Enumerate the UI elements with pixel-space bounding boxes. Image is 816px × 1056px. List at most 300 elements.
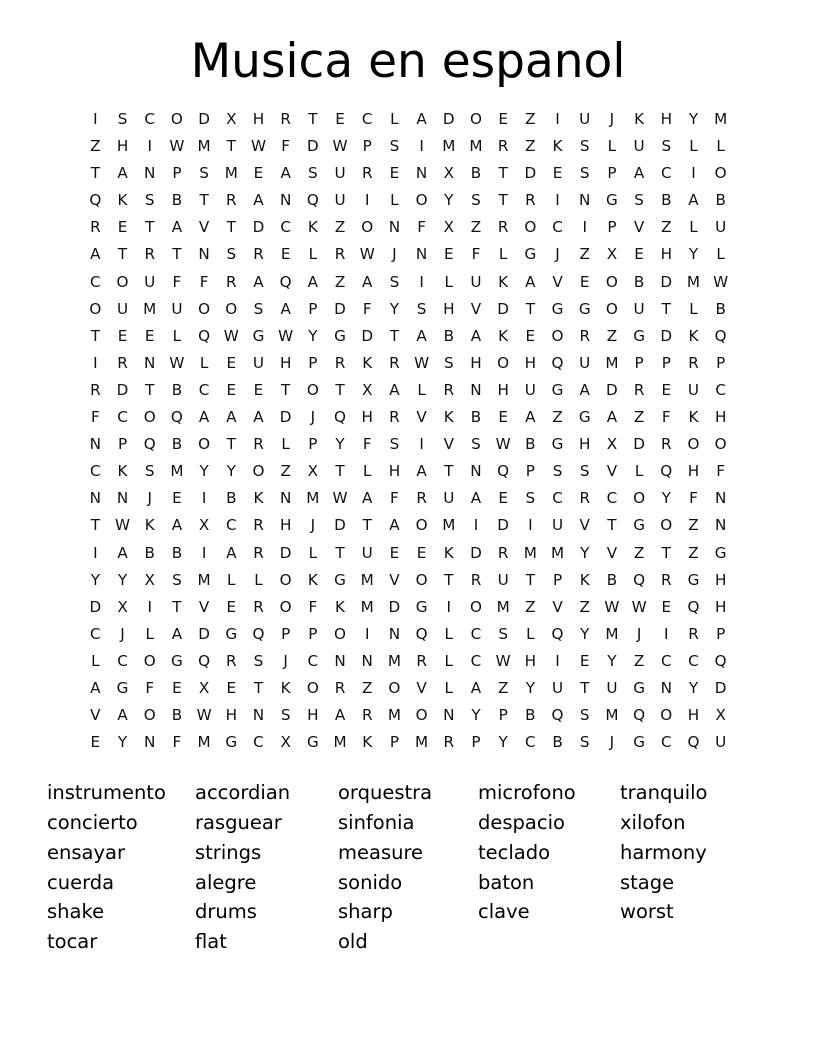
letter-cell[interactable]: O — [714, 435, 727, 454]
word-list-item[interactable]: concierto — [47, 811, 138, 835]
letter-cell[interactable]: S — [579, 733, 590, 752]
word-list-item[interactable]: tranquilo — [620, 781, 708, 805]
letter-cell[interactable]: P — [525, 462, 535, 481]
letter-cell[interactable]: S — [634, 191, 644, 210]
letter-cell[interactable]: E — [226, 380, 237, 399]
letter-cell[interactable]: R — [470, 570, 482, 589]
letter-cell[interactable]: A — [171, 516, 183, 535]
letter-cell[interactable]: B — [525, 435, 536, 454]
letter-cell[interactable]: V — [198, 597, 210, 616]
letter-cell[interactable]: D — [524, 164, 537, 183]
letter-cell[interactable]: I — [555, 651, 560, 670]
letter-cell[interactable]: N — [144, 164, 156, 183]
letter-cell[interactable]: M — [605, 706, 619, 725]
letter-cell[interactable]: T — [525, 570, 535, 589]
letter-cell[interactable]: O — [388, 678, 401, 697]
letter-cell[interactable]: U — [524, 380, 536, 399]
letter-cell[interactable]: X — [198, 678, 210, 697]
letter-cell[interactable]: G — [551, 299, 564, 318]
letter-cell[interactable]: N — [470, 462, 482, 481]
letter-cell[interactable]: W — [414, 353, 430, 372]
letter-cell[interactable]: T — [444, 570, 454, 589]
letter-cell[interactable]: J — [283, 651, 288, 670]
letter-cell[interactable]: X — [443, 218, 454, 237]
letter-cell[interactable]: Y — [389, 299, 400, 318]
letter-cell[interactable]: T — [226, 137, 236, 156]
letter-cell[interactable]: A — [253, 272, 264, 291]
letter-cell[interactable]: C — [715, 380, 726, 399]
letter-cell[interactable]: T — [145, 380, 155, 399]
letter-cell[interactable]: B — [525, 706, 536, 725]
letter-cell[interactable]: Z — [90, 137, 101, 156]
letter-cell[interactable]: K — [634, 110, 645, 128]
letter-cell[interactable]: V — [470, 299, 482, 318]
letter-cell[interactable]: O — [361, 218, 374, 237]
letter-cell[interactable]: N — [252, 706, 265, 725]
letter-cell[interactable]: K — [253, 489, 264, 508]
letter-cell[interactable]: A — [253, 408, 264, 427]
letter-cell[interactable]: W — [495, 651, 511, 670]
word-list-item[interactable]: teclado — [478, 840, 551, 864]
letter-cell[interactable]: G — [578, 408, 591, 427]
letter-cell[interactable]: R — [226, 651, 237, 670]
letter-cell[interactable]: Q — [415, 624, 428, 643]
letter-cell[interactable]: L — [716, 137, 725, 156]
letter-cell[interactable]: N — [714, 516, 727, 535]
letter-cell[interactable]: P — [607, 218, 617, 237]
letter-cell[interactable]: P — [308, 435, 318, 454]
letter-cell[interactable]: S — [308, 164, 318, 183]
letter-cell[interactable]: A — [280, 299, 291, 318]
letter-cell[interactable]: W — [223, 326, 239, 345]
letter-cell[interactable]: E — [389, 543, 400, 562]
letter-cell[interactable]: S — [443, 353, 454, 372]
letter-cell[interactable]: C — [117, 408, 128, 427]
letter-cell[interactable]: U — [497, 570, 509, 589]
letter-cell[interactable]: Y — [661, 489, 671, 508]
letter-cell[interactable]: K — [498, 326, 509, 345]
letter-cell[interactable]: O — [605, 272, 618, 291]
word-list-item[interactable]: measure — [338, 840, 424, 864]
letter-cell[interactable]: S — [117, 110, 128, 128]
letter-cell[interactable]: A — [525, 408, 536, 427]
letter-cell[interactable]: C — [470, 624, 482, 643]
letter-cell[interactable]: X — [443, 164, 454, 183]
letter-cell[interactable]: D — [497, 516, 509, 535]
letter-cell[interactable]: Z — [661, 218, 672, 237]
letter-cell[interactable]: O — [143, 651, 156, 670]
letter-cell[interactable]: H — [524, 353, 537, 372]
letter-cell[interactable]: G — [551, 435, 564, 454]
letter-cell[interactable]: A — [389, 380, 400, 399]
letter-cell[interactable]: M — [197, 570, 211, 589]
letter-cell[interactable]: O — [415, 516, 428, 535]
letter-cell[interactable]: A — [416, 462, 427, 481]
letter-cell[interactable]: O — [469, 110, 482, 128]
letter-cell[interactable]: R — [579, 326, 590, 345]
letter-cell[interactable]: A — [117, 543, 128, 562]
letter-cell[interactable]: D — [334, 299, 346, 318]
letter-cell[interactable]: U — [252, 353, 265, 372]
letter-cell[interactable]: Z — [688, 543, 699, 562]
letter-cell[interactable]: O — [633, 489, 646, 508]
letter-cell[interactable]: O — [660, 706, 673, 725]
letter-cell[interactable]: E — [579, 272, 590, 291]
letter-cell[interactable]: D — [198, 624, 210, 643]
letter-cell[interactable]: K — [307, 218, 318, 237]
letter-cell[interactable]: B — [715, 191, 726, 210]
letter-cell[interactable]: B — [470, 164, 482, 183]
letter-cell[interactable]: H — [579, 435, 591, 454]
letter-cell[interactable]: X — [144, 570, 155, 589]
letter-cell[interactable]: E — [498, 110, 508, 128]
letter-cell[interactable]: W — [495, 435, 511, 454]
letter-cell[interactable]: O — [252, 462, 265, 481]
letter-cell[interactable]: G — [116, 678, 129, 697]
letter-cell[interactable]: H — [279, 353, 292, 372]
letter-cell[interactable]: O — [279, 597, 292, 616]
letter-cell[interactable]: Q — [279, 272, 292, 291]
letter-cell[interactable]: F — [172, 733, 182, 752]
letter-cell[interactable]: N — [443, 706, 455, 725]
letter-cell[interactable]: S — [525, 489, 536, 508]
letter-cell[interactable]: R — [443, 380, 455, 399]
letter-cell[interactable]: I — [364, 191, 370, 210]
letter-cell[interactable]: H — [307, 706, 319, 725]
letter-cell[interactable]: A — [90, 245, 101, 264]
letter-cell[interactable]: I — [555, 191, 560, 210]
letter-cell[interactable]: E — [416, 543, 427, 562]
letter-cell[interactable]: C — [144, 110, 156, 128]
letter-cell[interactable]: N — [89, 489, 102, 508]
letter-cell[interactable]: R — [361, 164, 373, 183]
letter-cell[interactable]: M — [197, 733, 211, 752]
letter-cell[interactable]: M — [197, 137, 211, 156]
letter-cell[interactable]: X — [606, 435, 618, 454]
letter-cell[interactable]: F — [172, 272, 182, 291]
letter-cell[interactable]: Q — [551, 624, 564, 643]
letter-cell[interactable]: S — [253, 299, 264, 318]
letter-cell[interactable]: U — [361, 543, 373, 562]
letter-cell[interactable]: A — [117, 706, 128, 725]
letter-cell[interactable]: H — [660, 110, 672, 128]
letter-cell[interactable]: L — [254, 570, 263, 589]
letter-cell[interactable]: L — [689, 218, 698, 237]
letter-cell[interactable]: G — [714, 543, 727, 562]
letter-cell[interactable]: N — [279, 191, 292, 210]
letter-cell[interactable]: G — [578, 299, 591, 318]
letter-cell[interactable]: C — [552, 218, 563, 237]
letter-cell[interactable]: K — [688, 408, 699, 427]
letter-cell[interactable]: I — [201, 543, 207, 562]
letter-cell[interactable]: G — [334, 326, 346, 345]
letter-cell[interactable]: K — [117, 462, 128, 481]
letter-cell[interactable]: C — [470, 651, 482, 670]
letter-cell[interactable]: L — [362, 462, 372, 481]
letter-cell[interactable]: A — [416, 326, 427, 345]
letter-cell[interactable]: O — [714, 164, 727, 183]
letter-cell[interactable]: Z — [280, 462, 291, 481]
letter-cell[interactable]: F — [471, 245, 481, 264]
letter-cell[interactable]: K — [579, 570, 590, 589]
letter-cell[interactable]: R — [497, 543, 509, 562]
letter-cell[interactable]: Z — [334, 272, 346, 291]
letter-cell[interactable]: R — [253, 516, 264, 535]
letter-cell[interactable]: D — [714, 678, 727, 697]
letter-cell[interactable]: B — [171, 435, 183, 454]
letter-cell[interactable]: E — [226, 678, 237, 697]
letter-cell[interactable]: V — [416, 678, 427, 697]
letter-cell[interactable]: C — [117, 651, 128, 670]
letter-cell[interactable]: C — [660, 164, 672, 183]
letter-cell[interactable]: E — [172, 678, 182, 697]
letter-cell[interactable]: U — [171, 299, 183, 318]
letter-cell[interactable]: A — [253, 191, 264, 210]
letter-cell[interactable]: E — [117, 326, 128, 345]
letter-cell[interactable]: S — [144, 462, 155, 481]
letter-cell[interactable]: O — [524, 218, 537, 237]
letter-cell[interactable]: A — [579, 380, 590, 399]
letter-cell[interactable]: Y — [498, 733, 508, 752]
letter-cell[interactable]: Z — [688, 516, 699, 535]
letter-cell[interactable]: M — [306, 489, 320, 508]
letter-cell[interactable]: C — [660, 733, 672, 752]
letter-cell[interactable]: Z — [633, 543, 645, 562]
letter-cell[interactable]: B — [171, 191, 183, 210]
letter-cell[interactable]: E — [172, 489, 182, 508]
letter-cell[interactable]: I — [419, 272, 424, 291]
letter-cell[interactable]: R — [389, 408, 400, 427]
letter-cell[interactable]: T — [90, 326, 100, 345]
letter-cell[interactable]: R — [688, 353, 699, 372]
letter-cell[interactable]: O — [306, 380, 319, 399]
word-list-item[interactable]: orquestra — [338, 781, 433, 805]
letter-cell[interactable]: Q — [687, 597, 700, 616]
letter-cell[interactable]: C — [361, 110, 373, 128]
letter-cell[interactable]: C — [660, 651, 672, 670]
word-list-item[interactable]: alegre — [195, 870, 257, 894]
letter-cell[interactable]: J — [147, 489, 152, 508]
word-list-item[interactable]: accordian — [195, 781, 291, 805]
letter-cell[interactable]: A — [470, 326, 482, 345]
letter-cell[interactable]: M — [360, 597, 374, 616]
letter-cell[interactable]: Q — [497, 462, 510, 481]
letter-cell[interactable]: L — [308, 543, 318, 562]
letter-cell[interactable]: S — [661, 137, 672, 156]
letter-cell[interactable]: B — [606, 570, 618, 589]
letter-cell[interactable]: U — [443, 489, 455, 508]
letter-cell[interactable]: K — [552, 137, 563, 156]
letter-cell[interactable]: L — [281, 435, 290, 454]
letter-cell[interactable]: C — [525, 733, 536, 752]
letter-cell[interactable]: N — [89, 435, 102, 454]
letter-cell[interactable]: C — [90, 462, 101, 481]
letter-cell[interactable]: S — [471, 435, 481, 454]
word-list-item[interactable]: instrumento — [47, 781, 166, 805]
letter-cell[interactable]: H — [279, 516, 292, 535]
letter-cell[interactable]: S — [144, 191, 155, 210]
letter-cell[interactable]: N — [470, 380, 482, 399]
letter-cell[interactable]: M — [170, 462, 184, 481]
letter-cell[interactable]: W — [631, 597, 647, 616]
letter-cell[interactable]: O — [415, 191, 428, 210]
letter-cell[interactable]: A — [389, 516, 400, 535]
letter-cell[interactable]: A — [362, 489, 373, 508]
letter-cell[interactable]: A — [226, 543, 237, 562]
letter-cell[interactable]: X — [117, 597, 128, 616]
letter-cell[interactable]: A — [688, 191, 699, 210]
word-list-item[interactable]: stage — [620, 870, 675, 894]
letter-cell[interactable]: G — [551, 380, 564, 399]
letter-cell[interactable]: D — [388, 597, 401, 616]
letter-cell[interactable]: A — [470, 678, 482, 697]
letter-cell[interactable]: Y — [444, 191, 454, 210]
letter-cell[interactable]: O — [415, 570, 428, 589]
letter-cell[interactable]: J — [609, 733, 615, 752]
letter-cell[interactable]: W — [332, 489, 348, 508]
letter-cell[interactable]: E — [226, 597, 237, 616]
letter-cell[interactable]: Q — [714, 326, 727, 345]
letter-cell[interactable]: M — [224, 164, 238, 183]
word-list-item[interactable]: ensayar — [47, 840, 125, 864]
letter-cell[interactable]: N — [279, 489, 292, 508]
letter-cell[interactable]: D — [306, 137, 319, 156]
letter-cell[interactable]: V — [606, 543, 618, 562]
letter-cell[interactable]: A — [416, 110, 427, 128]
letter-cell[interactable]: E — [117, 218, 128, 237]
letter-cell[interactable]: I — [664, 624, 669, 643]
letter-cell[interactable]: H — [714, 570, 727, 589]
letter-cell[interactable]: A — [633, 164, 645, 183]
letter-cell[interactable]: R — [253, 543, 264, 562]
letter-cell[interactable]: R — [253, 435, 264, 454]
letter-cell[interactable]: J — [609, 110, 615, 128]
word-list-item[interactable]: harmony — [620, 840, 707, 864]
letter-cell[interactable]: M — [442, 516, 456, 535]
letter-cell[interactable]: C — [90, 272, 101, 291]
letter-cell[interactable]: S — [280, 706, 291, 725]
letter-cell[interactable]: N — [144, 733, 156, 752]
letter-cell[interactable]: D — [606, 380, 618, 399]
letter-cell[interactable]: O — [198, 299, 211, 318]
letter-cell[interactable]: P — [281, 624, 291, 643]
letter-cell[interactable]: I — [147, 137, 152, 156]
letter-cell[interactable]: C — [280, 218, 291, 237]
letter-cell[interactable]: I — [201, 489, 207, 508]
letter-cell[interactable]: B — [226, 489, 237, 508]
word-list-item[interactable]: despacio — [478, 811, 565, 835]
letter-cell[interactable]: S — [498, 624, 508, 643]
letter-cell[interactable]: N — [714, 489, 727, 508]
letter-cell[interactable]: U — [579, 110, 591, 128]
letter-cell[interactable]: M — [605, 624, 619, 643]
letter-cell[interactable]: Q — [143, 435, 156, 454]
word-list-item[interactable]: sonido — [338, 870, 403, 894]
letter-cell[interactable]: I — [528, 516, 533, 535]
letter-cell[interactable]: R — [579, 489, 590, 508]
letter-cell[interactable]: J — [120, 624, 125, 643]
letter-cell[interactable]: E — [552, 164, 563, 183]
letter-cell[interactable]: T — [362, 516, 372, 535]
letter-cell[interactable]: Y — [580, 543, 590, 562]
letter-cell[interactable]: O — [605, 299, 618, 318]
letter-cell[interactable]: A — [362, 272, 373, 291]
letter-cell[interactable]: N — [361, 651, 373, 670]
letter-cell[interactable]: Y — [688, 110, 699, 128]
letter-cell[interactable]: R — [661, 435, 672, 454]
letter-cell[interactable]: W — [713, 272, 729, 291]
letter-cell[interactable]: Y — [117, 570, 128, 589]
letter-cell[interactable]: R — [633, 380, 645, 399]
letter-cell[interactable]: I — [691, 164, 696, 183]
letter-cell[interactable]: D — [361, 326, 374, 345]
letter-cell[interactable]: M — [415, 733, 429, 752]
letter-cell[interactable]: Y — [90, 570, 100, 589]
letter-cell[interactable]: P — [716, 624, 726, 643]
letter-cell[interactable]: X — [362, 380, 373, 399]
letter-cell[interactable]: L — [689, 299, 698, 318]
letter-cell[interactable]: S — [579, 462, 590, 481]
letter-cell[interactable]: T — [580, 678, 590, 697]
letter-cell[interactable]: T — [661, 543, 671, 562]
letter-cell[interactable]: B — [661, 191, 672, 210]
letter-cell[interactable]: T — [335, 462, 345, 481]
letter-cell[interactable]: X — [280, 733, 291, 752]
letter-cell[interactable]: C — [225, 516, 237, 535]
letter-cell[interactable]: E — [661, 597, 672, 616]
letter-cell[interactable]: R — [90, 218, 101, 237]
letter-cell[interactable]: G — [633, 733, 645, 752]
letter-cell[interactable]: G — [687, 570, 700, 589]
letter-cell[interactable]: G — [524, 245, 537, 264]
letter-cell[interactable]: F — [689, 489, 698, 508]
letter-cell[interactable]: P — [552, 570, 563, 589]
letter-cell[interactable]: U — [144, 272, 156, 291]
letter-cell[interactable]: Q — [252, 624, 265, 643]
letter-cell[interactable]: K — [144, 516, 155, 535]
letter-cell[interactable]: L — [390, 191, 399, 210]
letter-cell[interactable]: M — [333, 733, 347, 752]
letter-cell[interactable]: D — [198, 110, 210, 128]
letter-cell[interactable]: Z — [579, 245, 590, 264]
letter-cell[interactable]: Y — [471, 706, 481, 725]
letter-cell[interactable]: T — [145, 218, 155, 237]
word-list-item[interactable]: microfono — [478, 781, 576, 805]
letter-cell[interactable]: F — [390, 489, 399, 508]
letter-cell[interactable]: M — [496, 597, 510, 616]
letter-cell[interactable]: J — [392, 245, 397, 264]
letter-cell[interactable]: D — [497, 299, 509, 318]
letter-cell[interactable]: A — [280, 164, 291, 183]
letter-cell[interactable]: L — [444, 272, 454, 291]
letter-cell[interactable]: A — [90, 678, 101, 697]
letter-cell[interactable]: T — [253, 678, 264, 697]
letter-cell[interactable]: O — [89, 299, 102, 318]
letter-cell[interactable]: J — [310, 516, 316, 535]
letter-cell[interactable]: Q — [306, 191, 319, 210]
letter-cell[interactable]: W — [115, 516, 131, 535]
letter-cell[interactable]: F — [308, 597, 318, 616]
letter-cell[interactable]: W — [332, 137, 348, 156]
letter-cell[interactable]: L — [498, 245, 508, 264]
letter-cell[interactable]: G — [633, 326, 645, 345]
letter-cell[interactable]: D — [470, 543, 482, 562]
letter-cell[interactable]: P — [607, 164, 617, 183]
letter-cell[interactable]: K — [443, 543, 454, 562]
letter-cell[interactable]: B — [171, 706, 183, 725]
letter-cell[interactable]: L — [308, 245, 318, 264]
letter-cell[interactable]: E — [525, 326, 536, 345]
